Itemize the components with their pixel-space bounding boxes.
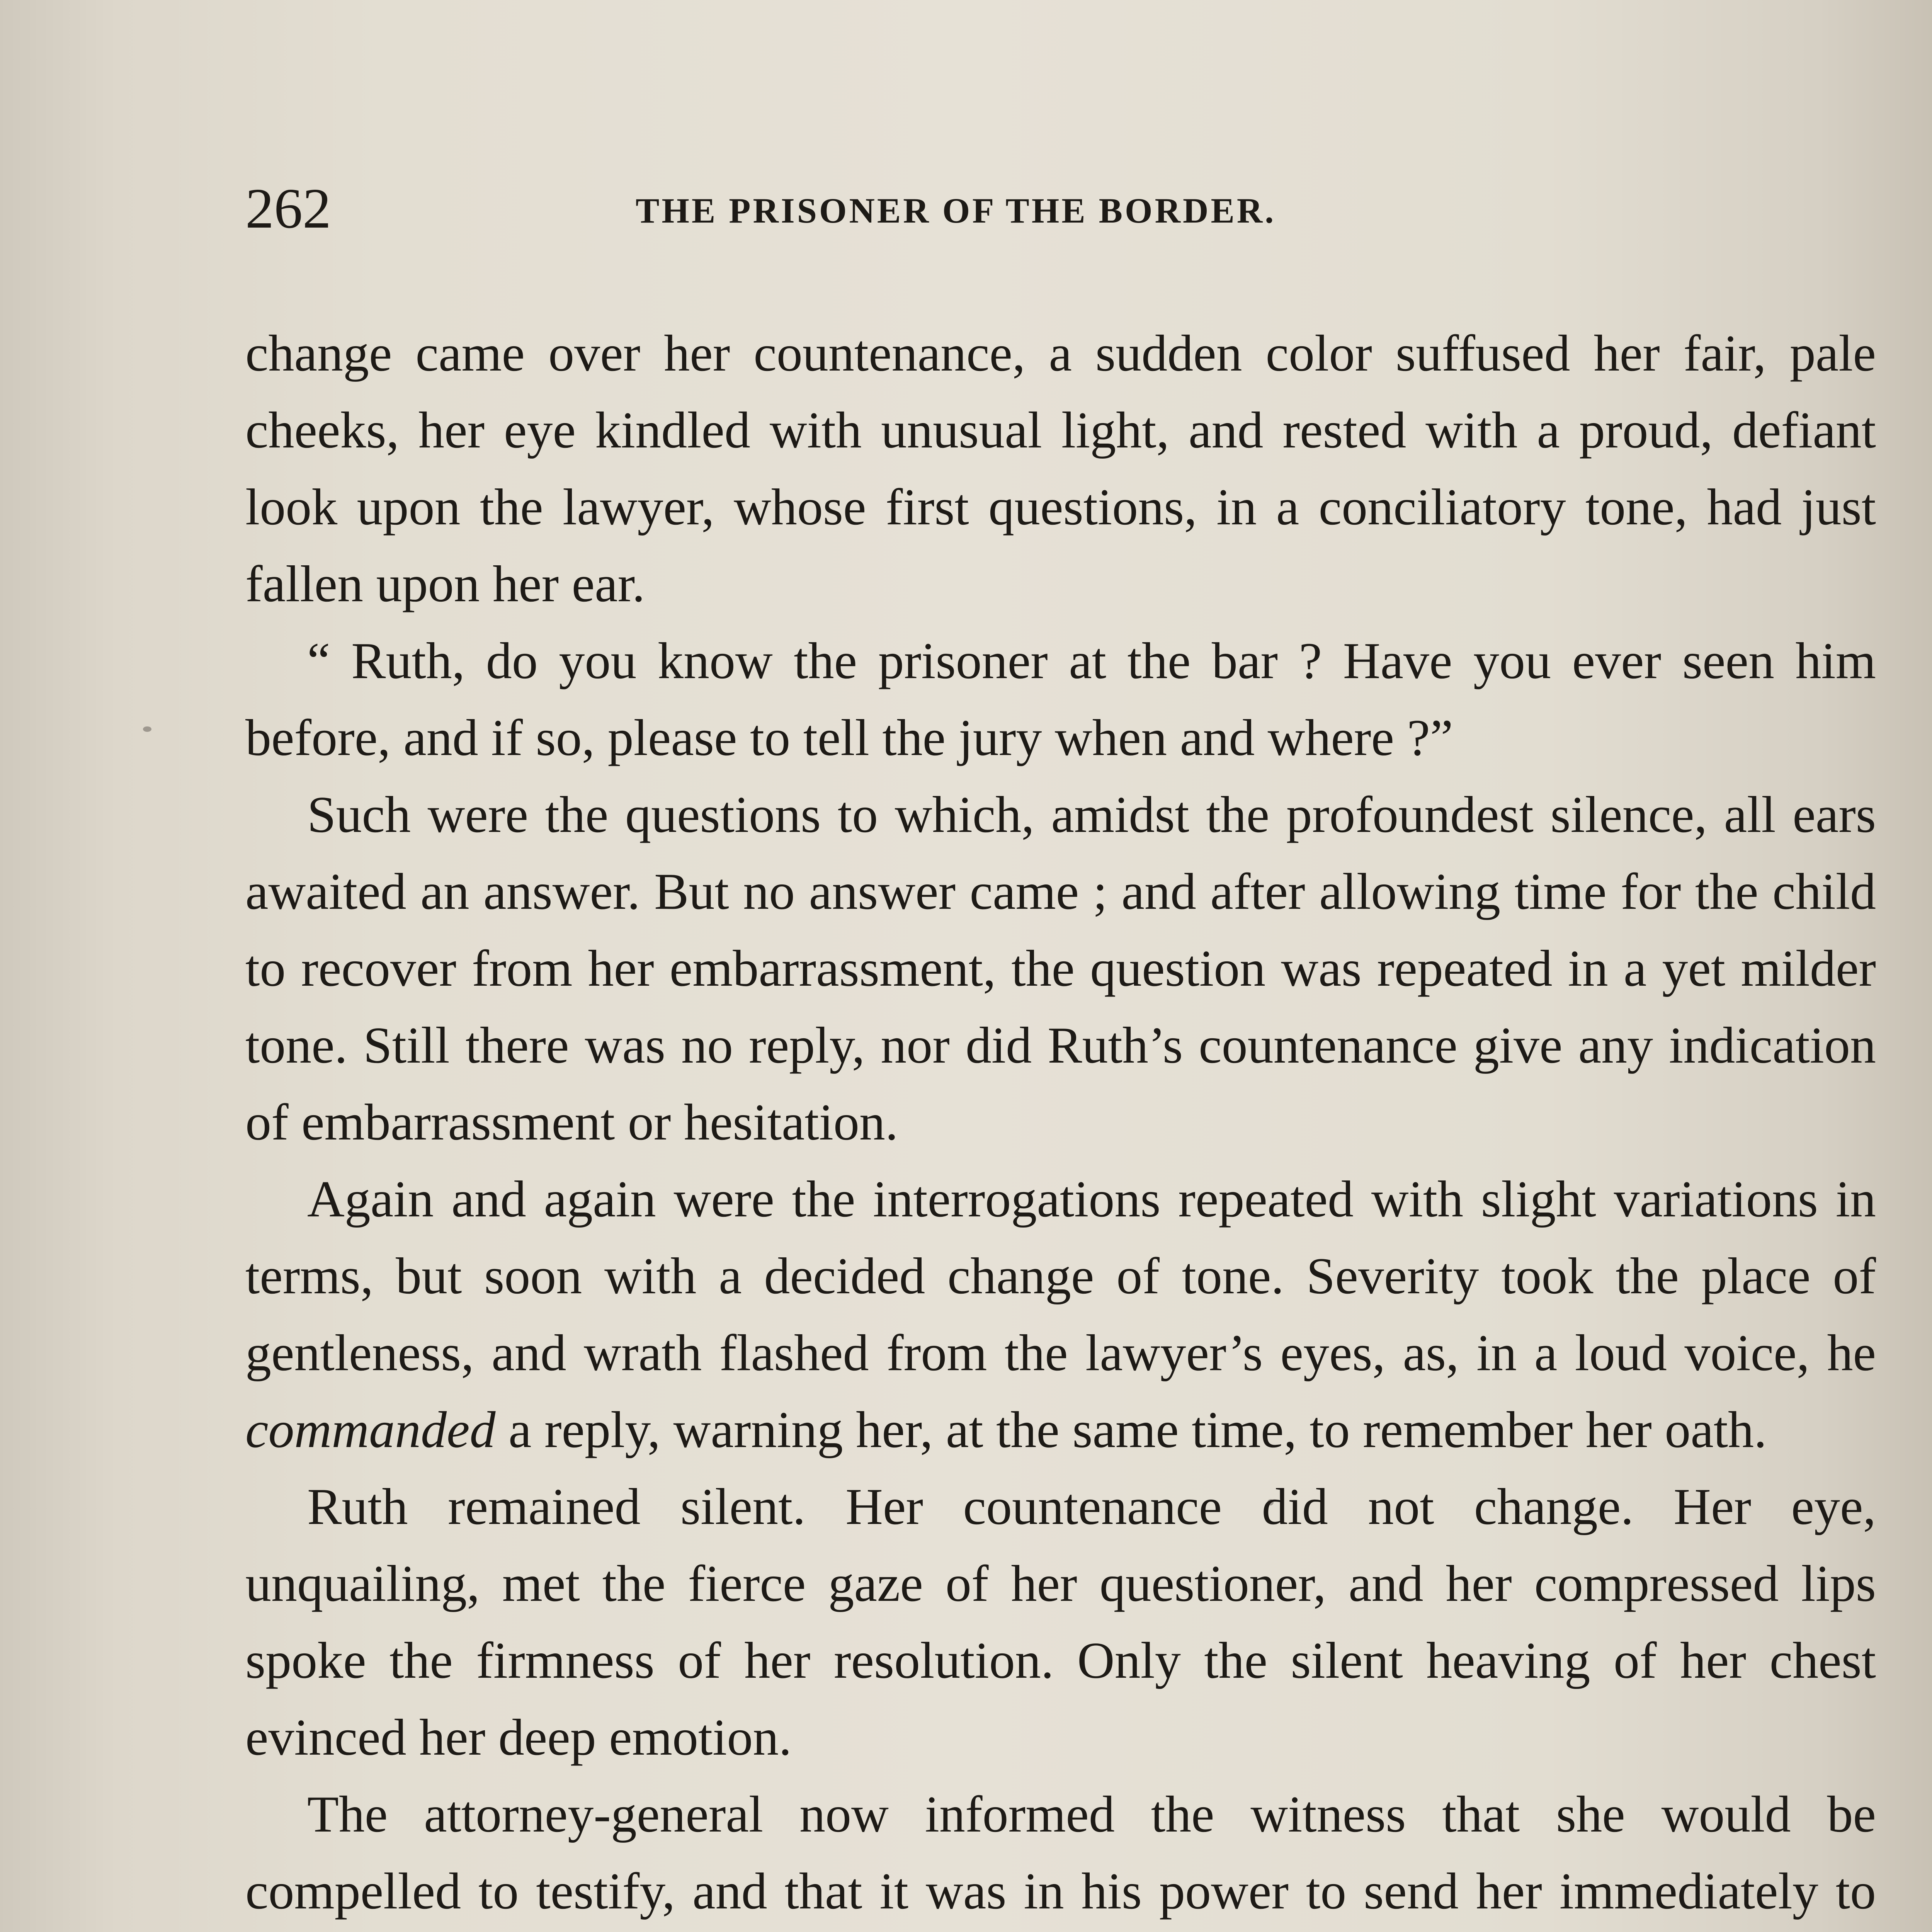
page-header bbox=[245, 170, 1888, 247]
paragraph-5: Ruth remained silent. Her countenance did not change. Her eye, unquailing, met the fierce gaze of her questioner, and her compressed lips spoke the firmness of her resolution. Only the silent heaving of her chest evinced her deep emotion. bbox=[245, 1478, 1876, 1766]
paper-speck bbox=[1267, 1499, 1274, 1505]
running-head: THE PRISONER OF THE BORDER. bbox=[636, 191, 1276, 230]
paragraph-2: “ Ruth, do you know the prisoner at the bar ? Have you ever seen him before, and if so, please to tell the jury when and where ?” bbox=[245, 632, 1876, 766]
paragraph-4 bbox=[245, 1161, 1876, 1468]
paragraph-6: The attorney-general now informed the witness that she would be compelled to testify, and that it was in his power to send her immediately to bbox=[245, 1786, 1876, 1920]
paragraph-4-text-after: a reply, warning her, at the same time, to remember her oath. bbox=[495, 1401, 1767, 1458]
paragraph-3: Such were the questions to which, amidst the profoundest silence, all ears awaited an answer. But no answer came ; and after allowing time for the child to recover from her embarrassment, the question was repeated in a yet milder tone. Still there was no reply, nor did Ruth’s countenance give any indication of embarrassment or hesitation. bbox=[245, 786, 1876, 1151]
page-number: 262 bbox=[245, 177, 331, 240]
paragraph-1: change came over her countenance, a sudden color suffused her fair, pale cheeks, her eye kindled with unusual light, and rested with a proud, defiant look upon the lawyer, whose first questions, in a conciliatory tone, had just fallen upon her ear. bbox=[245, 325, 1876, 612]
paragraph-4-text-before: Again and again were the interrogations repeated with slight variations in terms, but soon with a decided change of tone. Severity took the place of gentleness, and wrath flashed from the lawyer’s eyes, as, in a loud voice, he bbox=[245, 1170, 1876, 1381]
body-text bbox=[245, 315, 1876, 1932]
paper-speck bbox=[143, 726, 151, 732]
emphasis-commanded: commanded bbox=[245, 1401, 496, 1458]
